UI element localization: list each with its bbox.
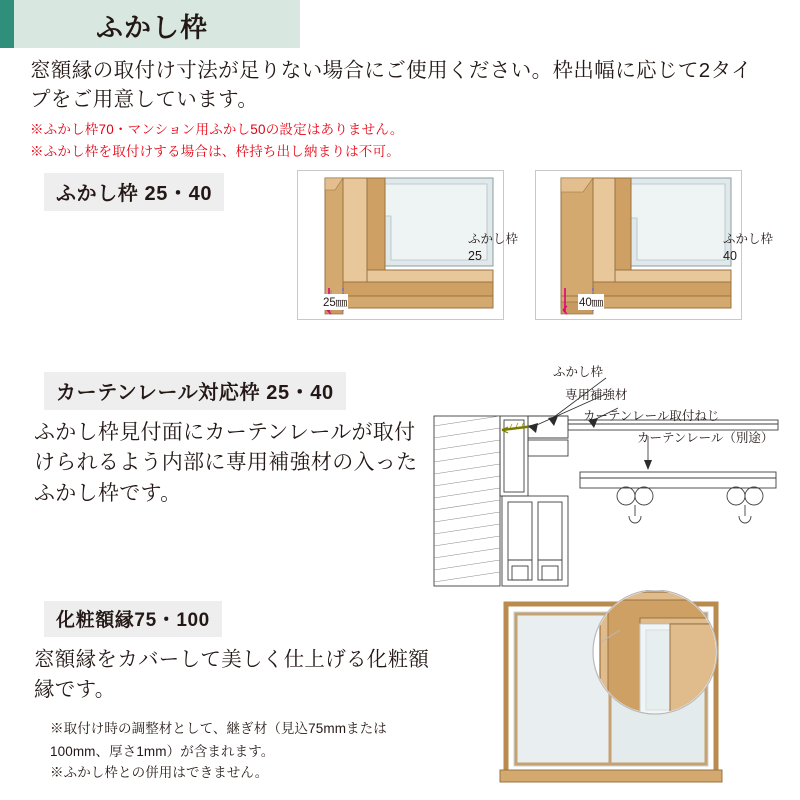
figure-caption-line2: 40 <box>723 248 737 263</box>
intro-text: 窓額縁の取付け寸法が足りない場合にご使用ください。枠出幅に応じて2タイプをご用意しています。 <box>30 59 752 112</box>
section-body-curtain-rail: ふかし枠見付面にカーテンレールが取付けられるよう内部に専用補強材の入ったふかし枠です。 <box>34 421 418 505</box>
figure-fukashi-40 <box>535 170 740 318</box>
intro-note-1: ※ふかし枠70・マンション用ふかし50の設定はありません。 <box>30 122 404 137</box>
figure-keshou-gakubuchi <box>470 590 770 790</box>
figure-caption-line1: ふかし枠 <box>468 232 519 246</box>
callout-curtain-rail: カーテンレール（別途） <box>637 431 774 445</box>
section-label-keshou-gakubuchi: 化粧額縁75・100 <box>44 601 222 637</box>
callout-reinforcement: 専用補強材 <box>565 388 628 402</box>
header-accent-bar <box>0 0 14 48</box>
section-body-keshou-gakubuchi: 窓額縁をカバーして美しく仕上げる化粧額縁です。 <box>34 648 430 701</box>
callout-rail-screw: カーテンレール取付ねじ <box>583 409 720 423</box>
section-label-curtain-rail: カーテンレール対応枠 25・40 <box>44 372 346 410</box>
section-label-fukashi-waku: ふかし枠 25・40 <box>44 173 224 211</box>
dimension-label-40mm: 40㎜ <box>578 294 604 310</box>
callout-fukashi-waku: ふかし枠 <box>553 365 604 379</box>
intro-note-2: ※ふかし枠を取付けする場合は、枠持ち出し納まりは不可。 <box>30 144 400 159</box>
dimension-label-25mm: 25㎜ <box>322 294 348 310</box>
page-header <box>0 0 800 48</box>
section3-note-1: ※取付け時の調整材として、継ぎ材（見込75mmまたは100mm、厚さ1mm）が含まれます。 <box>50 721 387 759</box>
figure-caption-line2: 25 <box>468 248 482 263</box>
page-title: ふかし枠 <box>96 13 208 43</box>
section3-note-2: ※ふかし枠との併用はできません。 <box>50 765 269 780</box>
figure-caption-line1: ふかし枠 <box>723 232 774 246</box>
figure-caption-fukashi-25 <box>468 231 518 265</box>
figure-caption-fukashi-40 <box>723 231 773 265</box>
